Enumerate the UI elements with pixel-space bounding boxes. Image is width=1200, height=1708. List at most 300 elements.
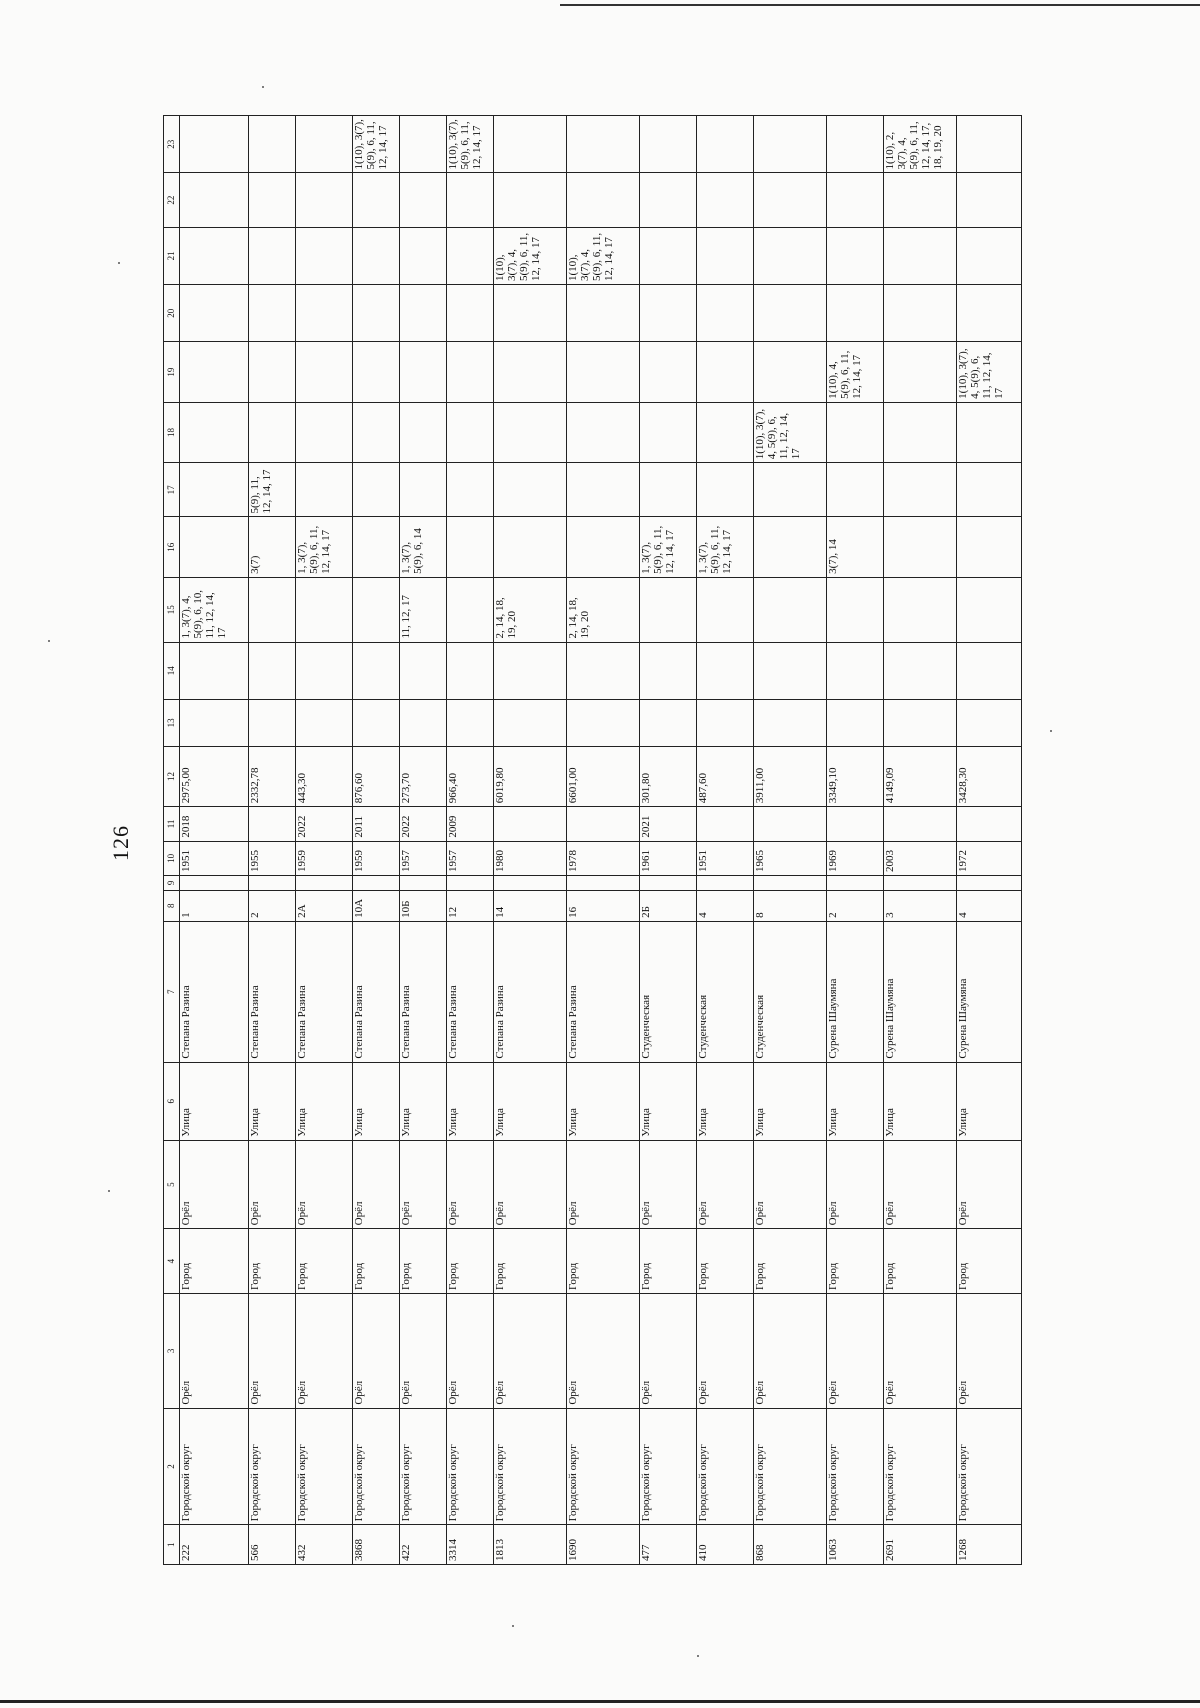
table-cell: 1, 3(7), 5(9), 6, 11, 12, 14, 17 — [697, 517, 754, 577]
table-cell — [697, 807, 754, 841]
column-number: 8 — [164, 890, 180, 921]
table-cell — [353, 173, 400, 227]
table-cell: Студенческая — [640, 921, 697, 1062]
table-cell — [567, 173, 640, 227]
table-cell — [827, 807, 884, 841]
table-cell: 1268 — [957, 1525, 1022, 1565]
table-cell — [353, 642, 400, 699]
table-cell — [494, 517, 567, 577]
table-cell: 3349,10 — [827, 746, 884, 806]
column-number: 15 — [164, 577, 180, 642]
table-cell — [353, 342, 400, 402]
table-cell — [400, 116, 447, 174]
table-cell — [697, 577, 754, 642]
table-cell — [884, 173, 957, 227]
table-cell — [640, 227, 697, 284]
table-cell: 2009 — [447, 807, 494, 841]
table-cell: Орёл — [640, 1140, 697, 1229]
table-cell: Город — [400, 1229, 447, 1294]
table-cell: Улица — [957, 1062, 1022, 1140]
table-cell — [249, 116, 296, 174]
table-cell: Орёл — [353, 1140, 400, 1229]
table-cell: 443,30 — [296, 746, 353, 806]
table-cell: Городской округ — [447, 1408, 494, 1525]
column-number: 16 — [164, 517, 180, 577]
table-cell: Город — [447, 1229, 494, 1294]
table-cell: 1(10), 4, 5(9), 6, 11, 12, 14, 17 — [827, 342, 884, 402]
table-cell: 3314 — [447, 1525, 494, 1565]
table-cell — [249, 173, 296, 227]
table-cell: 301,80 — [640, 746, 697, 806]
table-cell: Улица — [494, 1062, 567, 1140]
table-cell: 3868 — [353, 1525, 400, 1565]
table-cell: 2018 — [180, 807, 249, 841]
table-cell — [296, 642, 353, 699]
table-cell: Сурена Шаумяна — [957, 921, 1022, 1062]
table-cell: 3428,30 — [957, 746, 1022, 806]
table-cell — [567, 517, 640, 577]
table-cell — [400, 227, 447, 284]
table-cell — [884, 227, 957, 284]
table-cell — [957, 642, 1022, 699]
scan-speck — [262, 86, 264, 88]
table-cell — [567, 342, 640, 402]
table-cell — [296, 116, 353, 174]
table-cell — [957, 116, 1022, 174]
table-cell — [697, 116, 754, 174]
table-cell — [957, 699, 1022, 746]
table-cell — [494, 463, 567, 517]
table-cell: Город — [249, 1229, 296, 1294]
table-cell: Степана Разина — [296, 921, 353, 1062]
table-cell: Орёл — [697, 1140, 754, 1229]
table-cell: Орёл — [640, 1293, 697, 1408]
table-cell — [884, 517, 957, 577]
table-cell: Орёл — [447, 1140, 494, 1229]
table-cell: 10Б — [400, 890, 447, 921]
table-cell: 6601,00 — [567, 746, 640, 806]
table-cell — [884, 342, 957, 402]
table-cell — [296, 699, 353, 746]
table-cell — [640, 173, 697, 227]
table-cell: 1951 — [180, 841, 249, 875]
table-cell: Городской округ — [957, 1408, 1022, 1525]
table-cell — [180, 402, 249, 462]
table-cell — [447, 517, 494, 577]
table-cell — [494, 116, 567, 174]
table-cell: 868 — [754, 1525, 827, 1565]
column-number: 7 — [164, 921, 180, 1062]
table-cell — [296, 342, 353, 402]
table-cell — [884, 285, 957, 342]
table-cell — [640, 463, 697, 517]
table-cell — [447, 342, 494, 402]
table-cell: 3(7) — [249, 517, 296, 577]
table-cell — [827, 173, 884, 227]
table-cell: Улица — [249, 1062, 296, 1140]
table-cell: 3 — [884, 890, 957, 921]
table-cell — [296, 173, 353, 227]
table-cell — [296, 577, 353, 642]
table-cell: Городской округ — [249, 1408, 296, 1525]
table-cell — [400, 285, 447, 342]
table-cell — [494, 699, 567, 746]
table-cell — [249, 402, 296, 462]
table-cell — [957, 173, 1022, 227]
table-cell: 1978 — [567, 841, 640, 875]
table-cell — [447, 227, 494, 284]
table-cell: Городской округ — [494, 1408, 567, 1525]
column-number: 22 — [164, 173, 180, 227]
table-cell — [884, 402, 957, 462]
table-cell: Городской округ — [754, 1408, 827, 1525]
table-cell: Город — [296, 1229, 353, 1294]
table-cell — [827, 876, 884, 891]
table-cell: 1955 — [249, 841, 296, 875]
table-cell — [697, 173, 754, 227]
table-cell: 487,60 — [697, 746, 754, 806]
column-number: 19 — [164, 342, 180, 402]
table-cell: 5(9), 11, 12, 14, 17 — [249, 463, 296, 517]
table-cell: 1, 3(7), 5(9), 6, 11, 12, 14, 17 — [296, 517, 353, 577]
table-cell: Орёл — [957, 1140, 1022, 1229]
column-number: 9 — [164, 876, 180, 891]
table-cell — [353, 699, 400, 746]
table-cell: Орёл — [884, 1140, 957, 1229]
table-row — [884, 116, 957, 1565]
table-cell: 1972 — [957, 841, 1022, 875]
table-cell: Город — [180, 1229, 249, 1294]
table-cell — [353, 577, 400, 642]
table-cell: 1, 3(7), 5(9), 6, 11, 12, 14, 17 — [640, 517, 697, 577]
table-cell: 1(10), 3(7), 5(9), 6, 11, 12, 14, 17 — [447, 116, 494, 174]
table-cell — [180, 173, 249, 227]
table-cell: Город — [957, 1229, 1022, 1294]
table-cell — [827, 463, 884, 517]
table-cell — [957, 876, 1022, 891]
table-cell: 1(10), 3(7), 4, 5(9), 6, 11, 12, 14, 17 — [957, 342, 1022, 402]
table-cell: Улица — [827, 1062, 884, 1140]
table-cell — [697, 463, 754, 517]
scan-speck — [1050, 730, 1052, 732]
table-cell — [567, 402, 640, 462]
table-cell — [754, 227, 827, 284]
table-cell — [640, 402, 697, 462]
table-cell: 1, 3(7), 4, 5(9), 6, 10, 11, 12, 14, 17 — [180, 577, 249, 642]
table-cell — [827, 642, 884, 699]
table-cell: Город — [884, 1229, 957, 1294]
table-row — [353, 116, 400, 1565]
table-cell: Городской округ — [296, 1408, 353, 1525]
table-cell — [180, 699, 249, 746]
table-cell — [827, 227, 884, 284]
table-cell: Орёл — [494, 1293, 567, 1408]
table-cell: Орёл — [353, 1293, 400, 1408]
table-cell — [400, 173, 447, 227]
table-row — [400, 116, 447, 1565]
table-cell: 432 — [296, 1525, 353, 1565]
table-cell — [567, 876, 640, 891]
table-row — [494, 116, 567, 1565]
table-cell — [697, 342, 754, 402]
register-table — [163, 115, 1022, 1565]
table-cell — [957, 285, 1022, 342]
table-cell: Город — [494, 1229, 567, 1294]
table-cell — [754, 577, 827, 642]
table-cell — [180, 285, 249, 342]
table-cell: Улица — [640, 1062, 697, 1140]
table-cell — [249, 285, 296, 342]
table-cell: 11, 12, 17 — [400, 577, 447, 642]
table-cell: 1957 — [447, 841, 494, 875]
table-cell — [697, 227, 754, 284]
table-cell — [353, 285, 400, 342]
scan-speck — [108, 1190, 110, 1192]
table-cell: 2003 — [884, 841, 957, 875]
table-cell: 2975,00 — [180, 746, 249, 806]
table-cell: Городской округ — [827, 1408, 884, 1525]
table-cell: 2, 14, 18, 19, 20 — [567, 577, 640, 642]
table-cell: Город — [827, 1229, 884, 1294]
table-row — [296, 116, 353, 1565]
table-row — [249, 116, 296, 1565]
table-cell: 1(10), 2, 3(7), 4, 5(9), 6, 11, 12, 14, 17, 18, 19, 20 — [884, 116, 957, 174]
table-cell: Городской округ — [353, 1408, 400, 1525]
table-cell — [353, 517, 400, 577]
table-cell — [447, 463, 494, 517]
header-row — [164, 116, 180, 1565]
table-cell: 1980 — [494, 841, 567, 875]
scan-speck — [118, 262, 120, 264]
table-cell — [827, 285, 884, 342]
table-cell — [296, 402, 353, 462]
table-cell — [754, 463, 827, 517]
column-number: 18 — [164, 402, 180, 462]
table-cell — [640, 577, 697, 642]
table-cell: Орёл — [296, 1293, 353, 1408]
table-cell: 477 — [640, 1525, 697, 1565]
table-cell: 1961 — [640, 841, 697, 875]
table-cell: 1957 — [400, 841, 447, 875]
table-cell — [296, 285, 353, 342]
table-cell — [494, 342, 567, 402]
table-cell — [957, 463, 1022, 517]
table-cell: Орёл — [827, 1293, 884, 1408]
table-row — [640, 116, 697, 1565]
table-cell — [754, 342, 827, 402]
table-cell: 1813 — [494, 1525, 567, 1565]
table-cell: Улица — [447, 1062, 494, 1140]
table-cell — [249, 699, 296, 746]
table-cell — [957, 807, 1022, 841]
table-cell: 1959 — [353, 841, 400, 875]
table-cell — [697, 642, 754, 699]
table-cell — [754, 517, 827, 577]
table-cell: 566 — [249, 1525, 296, 1565]
table-cell: 1063 — [827, 1525, 884, 1565]
table-cell — [567, 463, 640, 517]
column-number: 6 — [164, 1062, 180, 1140]
table-cell — [884, 642, 957, 699]
table-cell: Городской округ — [640, 1408, 697, 1525]
table-cell: 2021 — [640, 807, 697, 841]
table-cell: 4149,09 — [884, 746, 957, 806]
table-cell — [447, 173, 494, 227]
table-cell — [296, 876, 353, 891]
table-cell: Улица — [400, 1062, 447, 1140]
table-cell: 2А — [296, 890, 353, 921]
table-cell: Сурена Шаумяна — [884, 921, 957, 1062]
column-number: 14 — [164, 642, 180, 699]
table-cell: Город — [697, 1229, 754, 1294]
table-cell — [884, 876, 957, 891]
table-row — [180, 116, 249, 1565]
table-cell: 1(10), 3(7), 5(9), 6, 11, 12, 14, 17 — [353, 116, 400, 174]
table-cell — [249, 577, 296, 642]
column-number: 13 — [164, 699, 180, 746]
table-cell: 3(7), 14 — [827, 517, 884, 577]
table-cell: Орёл — [180, 1140, 249, 1229]
table-cell — [400, 342, 447, 402]
table-cell: Городской округ — [180, 1408, 249, 1525]
table-cell — [180, 642, 249, 699]
table-cell: Городской округ — [884, 1408, 957, 1525]
table-cell — [567, 642, 640, 699]
table-cell: 1959 — [296, 841, 353, 875]
table-row — [754, 116, 827, 1565]
table-cell: Орёл — [180, 1293, 249, 1408]
table-cell — [353, 876, 400, 891]
table-row — [567, 116, 640, 1565]
table-cell: Орёл — [249, 1293, 296, 1408]
table-cell: 1951 — [697, 841, 754, 875]
table-cell: Степана Разина — [567, 921, 640, 1062]
column-number: 4 — [164, 1229, 180, 1294]
table-cell — [494, 876, 567, 891]
table-cell — [400, 642, 447, 699]
table-row — [957, 116, 1022, 1565]
table-cell — [180, 227, 249, 284]
table-cell — [957, 402, 1022, 462]
table-cell: 1(10), 3(7), 4, 5(9), 6, 11, 12, 14, 17 — [494, 227, 567, 284]
table-cell — [697, 285, 754, 342]
table-cell: Сурена Шаумяна — [827, 921, 884, 1062]
table-row — [827, 116, 884, 1565]
table-cell: 2332,78 — [249, 746, 296, 806]
table-cell — [754, 642, 827, 699]
table-cell: Студенческая — [754, 921, 827, 1062]
table-cell: Городской округ — [567, 1408, 640, 1525]
table-cell — [447, 285, 494, 342]
table-cell — [640, 642, 697, 699]
table-cell: Улица — [353, 1062, 400, 1140]
table-cell: 1969 — [827, 841, 884, 875]
table-cell — [697, 699, 754, 746]
table-cell — [180, 463, 249, 517]
table-cell: Орёл — [494, 1140, 567, 1229]
table-cell — [640, 285, 697, 342]
table-cell — [567, 807, 640, 841]
column-number: 3 — [164, 1293, 180, 1408]
table-cell: Город — [640, 1229, 697, 1294]
table-cell: 2022 — [400, 807, 447, 841]
table-cell: Улица — [567, 1062, 640, 1140]
table-cell: Степана Разина — [494, 921, 567, 1062]
table-cell: 2691 — [884, 1525, 957, 1565]
table-cell: Степана Разина — [400, 921, 447, 1062]
table-cell — [249, 227, 296, 284]
table-cell: 6019,80 — [494, 746, 567, 806]
table-cell: Улица — [754, 1062, 827, 1140]
table-cell: Улица — [296, 1062, 353, 1140]
table-cell: 2 — [249, 890, 296, 921]
table-cell — [249, 876, 296, 891]
table-cell — [249, 807, 296, 841]
table-cell: Орёл — [754, 1140, 827, 1229]
table-row — [697, 116, 754, 1565]
table-cell: Орёл — [884, 1293, 957, 1408]
table-cell — [754, 116, 827, 174]
table-cell — [957, 227, 1022, 284]
table-cell — [447, 642, 494, 699]
table-cell — [697, 402, 754, 462]
table-cell: Орёл — [697, 1293, 754, 1408]
table-cell: 2Б — [640, 890, 697, 921]
table-cell: Степана Разина — [447, 921, 494, 1062]
table-cell: 1965 — [754, 841, 827, 875]
table-cell — [640, 116, 697, 174]
table-cell: 8 — [754, 890, 827, 921]
column-number: 5 — [164, 1140, 180, 1229]
table-cell: Городской округ — [697, 1408, 754, 1525]
table-cell: 422 — [400, 1525, 447, 1565]
table-cell: Орёл — [400, 1140, 447, 1229]
table-cell: 3911,00 — [754, 746, 827, 806]
column-number: 12 — [164, 746, 180, 806]
table-cell — [567, 699, 640, 746]
table-cell — [447, 876, 494, 891]
table-cell — [180, 342, 249, 402]
table-cell — [296, 463, 353, 517]
table-cell — [567, 285, 640, 342]
table-cell — [447, 402, 494, 462]
table-cell: Город — [567, 1229, 640, 1294]
table-cell: 966,40 — [447, 746, 494, 806]
table-cell — [180, 876, 249, 891]
table-cell: Орёл — [827, 1140, 884, 1229]
table-cell: Орёл — [296, 1140, 353, 1229]
table-cell: 222 — [180, 1525, 249, 1565]
column-number: 23 — [164, 116, 180, 174]
table-cell: Городской округ — [400, 1408, 447, 1525]
table-cell — [494, 285, 567, 342]
table-cell — [884, 577, 957, 642]
table-cell — [249, 342, 296, 402]
column-number: 10 — [164, 841, 180, 875]
table-cell: 2 — [827, 890, 884, 921]
table-cell — [400, 876, 447, 891]
table-cell — [494, 173, 567, 227]
table-cell — [640, 876, 697, 891]
table-cell — [567, 116, 640, 174]
table-cell — [249, 642, 296, 699]
table-cell — [180, 116, 249, 174]
table-cell: 1690 — [567, 1525, 640, 1565]
table-cell: 2022 — [296, 807, 353, 841]
table-cell: Орёл — [567, 1293, 640, 1408]
table-cell: Орёл — [754, 1293, 827, 1408]
table-cell: Степана Разина — [353, 921, 400, 1062]
